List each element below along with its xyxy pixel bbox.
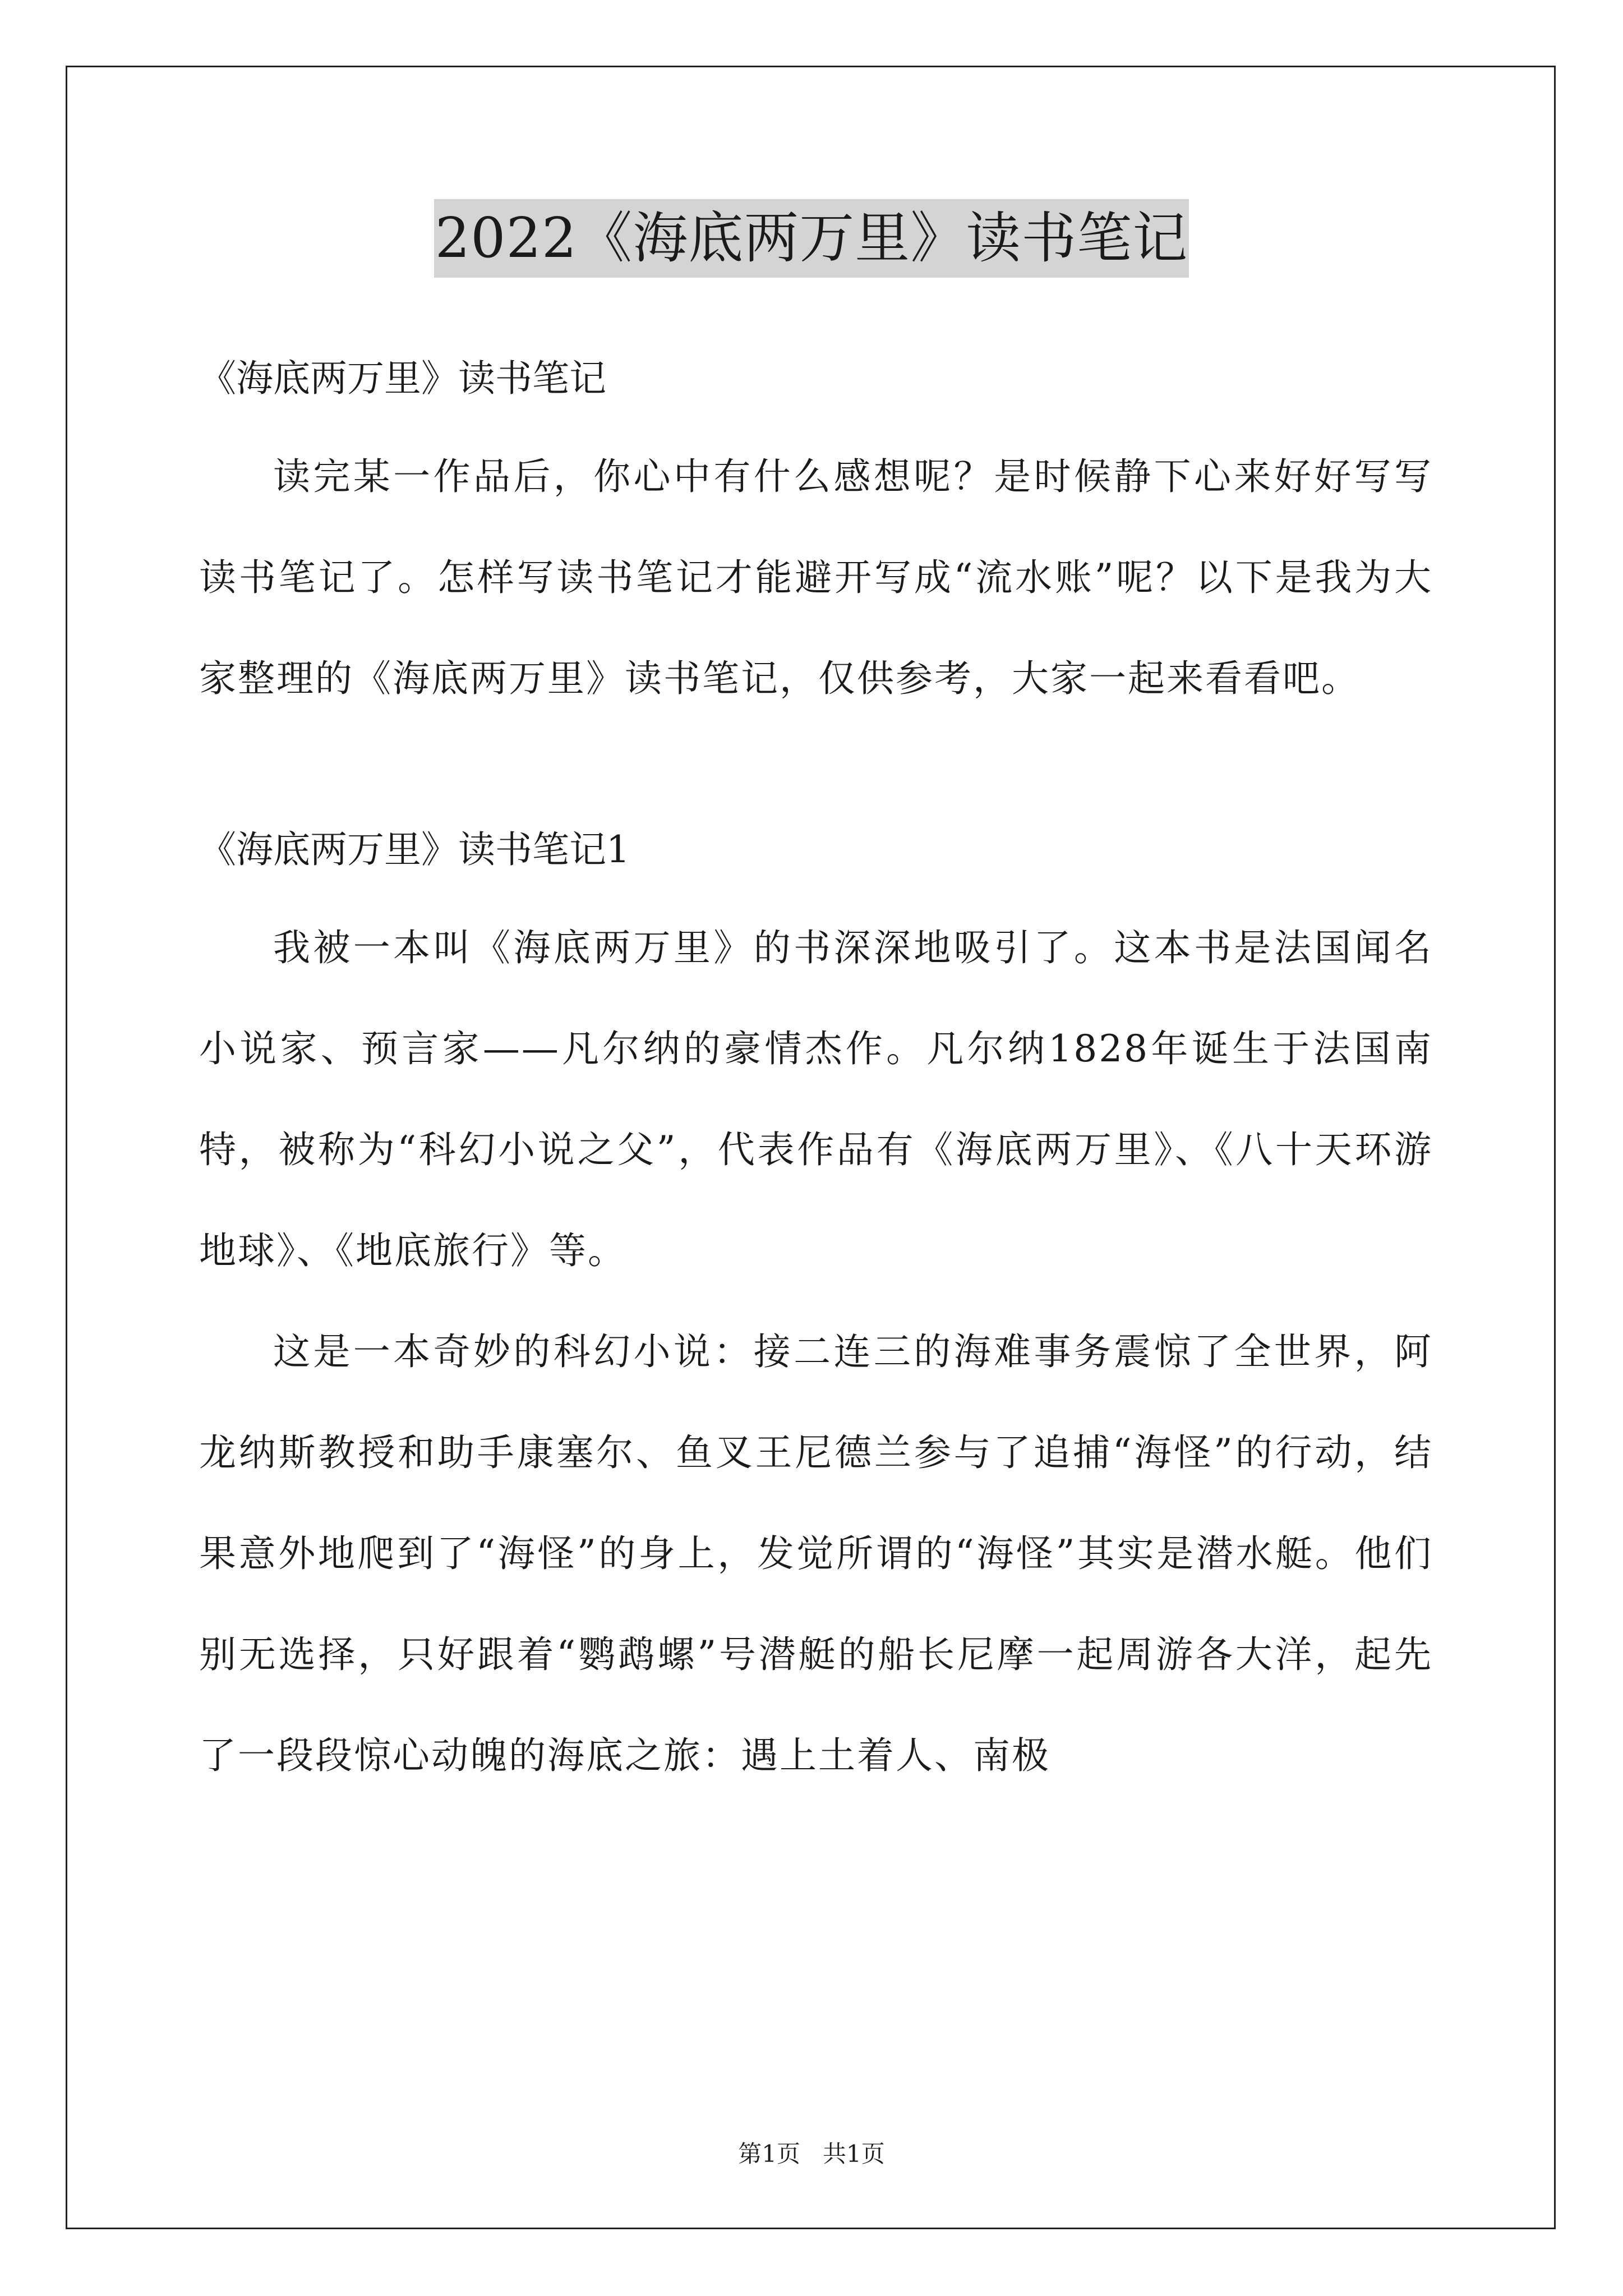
document-title: 2022《海底两万里》读书笔记 [434, 199, 1189, 278]
page-number: 第1页 [738, 2140, 800, 2168]
page-footer [0, 2137, 1623, 2171]
intro-paragraph: 读完某一作品后，你心中有什么感想呢？是时候静下心来好好写写读书笔记了。怎样写读书笔记才能避开写成“流水账”呢？以下是我为大家整理的《海底两万里》读书笔记，仅供参考，大家一起来看看吧。 [199, 455, 1433, 700]
section-gap [199, 729, 1433, 802]
subtitle: 《海底两万里》读书笔记 [199, 357, 606, 400]
document-body [199, 331, 1433, 1806]
title-container [0, 199, 1623, 278]
section-heading: 《海底两万里》读书笔记1 [199, 828, 630, 871]
page-total: 共1页 [823, 2140, 885, 2168]
body-paragraph-1: 我被一本叫《海底两万里》的书深深地吸引了。这本书是法国闻名小说家、预言家——凡尔纳的豪情杰作。凡尔纳1828年诞生于法国南特，被称为“科幻小说之父”，代表作品有《海底两万里》、《八十天环游地球》、《地底旅行》等。 [199, 926, 1433, 1272]
body-paragraph-2: 这是一本奇妙的科幻小说：接二连三的海难事务震惊了全世界，阿龙纳斯教授和助手康塞尔、鱼叉王尼德兰参与了追捕“海怪”的行动，结果意外地爬到了“海怪”的身上，发觉所谓的“海怪”其实是潜水艇。他们别无选择，只好跟着“鹦鹉螺”号潜艇的船长尼摩一起周游各大洋，起先了一段段惊心动魄的海底之旅：遇上土着人、南极 [199, 1330, 1433, 1777]
